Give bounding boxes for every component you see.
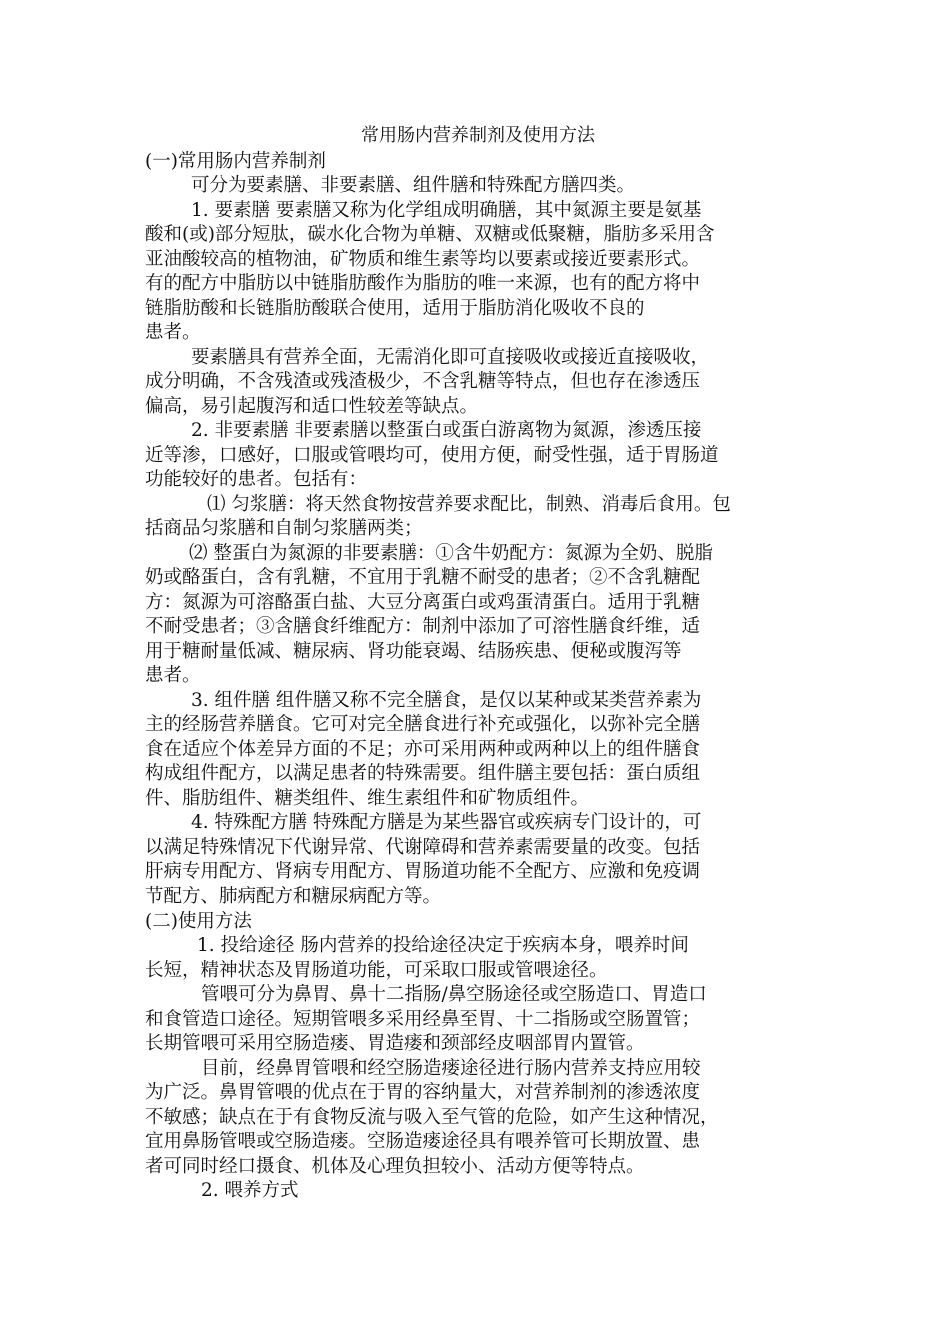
paragraph-line: 3. 组件膳 组件膳又称不完全膳食，是仅以某种或某类营养素为 (191, 689, 702, 711)
paragraph-line: 长期管喂可采用空肠造瘘、胃造瘘和颈部经皮咽部胃内置管。 (145, 1033, 645, 1054)
paragraph-line: 偏高，易引起腹泻和适口性较差等缺点。 (145, 395, 479, 417)
paragraph-line: 为广泛。鼻胃管喂的优点在于胃的容纳量大，对营养制剂的渗透浓度 (145, 1082, 701, 1103)
paragraph-line: 1. 投给途径 肠内营养的投给途径决定于疾病本身，喂养时间 (197, 935, 689, 956)
paragraph-line: 奶或酪蛋白，含有乳糖，不宜用于乳糖不耐受的患者；②不含乳糖配 (145, 567, 701, 588)
section-heading-1: (一)常用肠内营养制剂 (145, 151, 326, 172)
paragraph-line: 目前，经鼻胃管喂和经空肠造瘘途径进行肠内营养支持应用较 (201, 1057, 701, 1079)
paragraph-line: 不敏感；缺点在于有食物反流与吸入至气管的危险，如产生这种情况， (145, 1106, 719, 1128)
paragraph-line: 酸和(或)部分短肽，碳水化合物为单糖、双糖或低聚糖，脂肪多采用含 (145, 224, 715, 245)
paragraph-line: ⑴ 匀浆膳：将天然食物按营养要求配比，制熟、消毒后食用。包 (207, 493, 731, 515)
paragraph-line: 管喂可分为鼻胃、鼻十二指肠/鼻空肠途径或空肠造口、胃造口 (201, 984, 707, 1005)
section-heading-2: (二)使用方法 (145, 911, 252, 932)
paragraph-line: 近等渗，口感好，口服或管喂均可，使用方便，耐受性强，适于胃肠道 (145, 444, 719, 466)
paragraph-line: 主的经肠营养膳食。它可对完全膳食进行补充或强化，以弥补完全膳 (145, 714, 701, 735)
paragraph-line: 不耐受患者；③含膳食纤维配方：制剂中添加了可溶性膳食纤维，适 (145, 616, 701, 637)
paragraph-line: 括商品匀浆膳和自制匀浆膳两类； (145, 518, 423, 539)
paragraph-line: 4. 特殊配方膳 特殊配方膳是为某些器官或疾病专门设计的，可 (191, 812, 702, 833)
document-body (145, 122, 811, 1204)
paragraph-line: 方：氮源为可溶酪蛋白盐、大豆分离蛋白或鸡蛋清蛋白。适用于乳糖 (145, 591, 701, 613)
paragraph-line: 和食管造口途径。短期管喂多采用经鼻至胃、十二指肠或空肠置管； (145, 1008, 701, 1030)
paragraph-line: 有的配方中脂肪以中链脂肪酸作为脂肪的唯一来源，也有的配方将中 (145, 273, 701, 294)
paragraph-line: 节配方、肺病配方和糖尿病配方等。 (145, 885, 442, 907)
paragraph-line: 2. 非要素膳 非要素膳以整蛋白或蛋白游离物为氮源，渗透压接 (191, 420, 702, 441)
paragraph-line: 患者。 (145, 322, 201, 343)
paragraph-line: 要素膳具有营养全面，无需消化即可直接吸收或接近直接吸收， (191, 346, 710, 368)
paragraph-line: 以满足特殊情况下代谢异常、代谢障碍和营养素需要量的改变。包括 (145, 836, 701, 858)
paragraph-line: 肝病专用配方、肾病专用配方、胃肠道功能不全配方、应激和免疫调 (145, 861, 701, 882)
paragraph-line: 件、脂肪组件、糖类组件、维生素组件和矿物质组件。 (145, 787, 590, 809)
paragraph-line: 可分为要素膳、非要素膳、组件膳和特殊配方膳四类。 (191, 175, 636, 196)
paragraph-line: 功能较好的患者。包括有： (145, 469, 368, 490)
paragraph-line: 者可同时经口摄食、机体及心理负担较小、活动方便等特点。 (145, 1155, 645, 1177)
paragraph-line: 患者。 (145, 665, 201, 686)
paragraph-line: 用于糖耐量低减、糖尿病、肾功能衰竭、结肠疾患、便秘或腹泻等 (145, 640, 682, 662)
paragraph-line: ⑵ 整蛋白为氮源的非要素膳：①含牛奶配方：氮源为全奶、脱脂 (189, 542, 713, 564)
paragraph-line: 1. 要素膳 要素膳又称为化学组成明确膳，其中氮源主要是氨基 (191, 199, 702, 221)
paragraph-line: 食在适应个体差异方面的不足；亦可采用两种或两种以上的组件膳食 (145, 738, 701, 760)
paragraph-line: 链脂肪酸和长链脂肪酸联合使用，适用于脂肪消化吸收不良的 (145, 297, 645, 319)
paragraph-line: 亚油酸较高的植物油，矿物质和维生素等均以要素或接近要素形式。 (145, 248, 701, 270)
paragraph-line: 宜用鼻肠管喂或空肠造瘘。空肠造瘘途径具有喂养管可长期放置、患 (145, 1131, 701, 1152)
paragraph-line: 长短，精神状态及胃肠道功能，可采取口服或管喂途径。 (145, 959, 608, 981)
document-title: 常用肠内营养制剂及使用方法 (361, 125, 595, 146)
paragraph-line: 成分明确，不含残渣或残渣极少，不含乳糖等特点，但也存在渗透压 (145, 371, 701, 392)
paragraph-line: 2. 喂养方式 (201, 1180, 299, 1201)
paragraph-line: 构成组件配方，以满足患者的特殊需要。组件膳主要包括：蛋白质组 (145, 763, 701, 784)
